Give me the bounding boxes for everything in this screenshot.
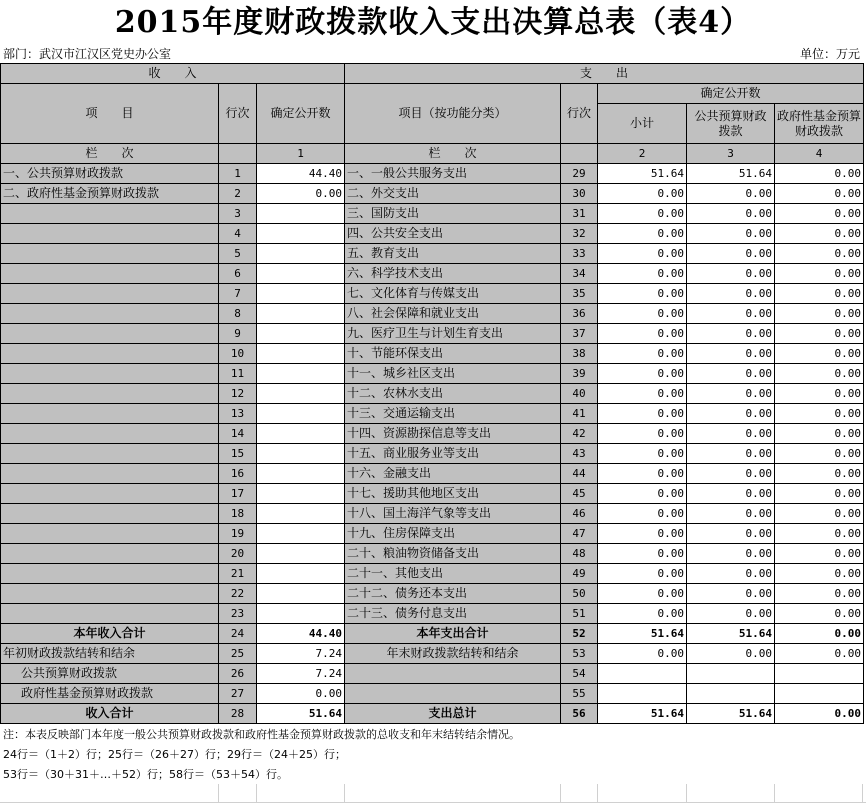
income-value bbox=[257, 244, 345, 264]
col-number-2: 2 bbox=[598, 144, 687, 164]
expense-row-no: 48 bbox=[561, 544, 598, 564]
summary-row bbox=[1, 704, 864, 724]
expense-subtotal: 0.00 bbox=[598, 604, 687, 624]
income-row-no: 4 bbox=[219, 224, 257, 244]
expense-public-budget: 0.00 bbox=[687, 364, 775, 384]
income-value bbox=[257, 484, 345, 504]
income-value bbox=[257, 424, 345, 444]
expense-public-budget: 0.00 bbox=[687, 304, 775, 324]
expense-summary-item: 支出总计 bbox=[345, 704, 561, 724]
empty-cell bbox=[219, 144, 257, 164]
expense-item: 十二、农林水支出 bbox=[345, 384, 561, 404]
income-item bbox=[1, 344, 219, 364]
expense-gov-fund: 0.00 bbox=[775, 484, 864, 504]
table-row bbox=[1, 264, 864, 284]
expense-row-no: 46 bbox=[561, 504, 598, 524]
expense-public-budget: 0.00 bbox=[687, 384, 775, 404]
income-row-no: 15 bbox=[219, 444, 257, 464]
expense-row-no: 35 bbox=[561, 284, 598, 304]
expense-subtotal: 0.00 bbox=[598, 424, 687, 444]
sheet-gridlines bbox=[0, 784, 866, 803]
expense-gov-fund: 0.00 bbox=[775, 384, 864, 404]
income-item bbox=[1, 204, 219, 224]
expense-public-budget: 0.00 bbox=[687, 244, 775, 264]
expense-gov-fund: 0.00 bbox=[775, 244, 864, 264]
expense-row-no: 29 bbox=[561, 164, 598, 184]
income-item: 二、政府性基金预算财政拨款 bbox=[1, 184, 219, 204]
expense-subtotal: 0.00 bbox=[598, 444, 687, 464]
expense-item: 四、公共安全支出 bbox=[345, 224, 561, 244]
expense-subtotal: 0.00 bbox=[598, 244, 687, 264]
income-item bbox=[1, 224, 219, 244]
income-value bbox=[257, 364, 345, 384]
table-row bbox=[1, 244, 864, 264]
note-line: 24行＝（1＋2）行；25行＝（26＋27）行；29行＝（24＋25）行； bbox=[3, 748, 346, 761]
expense-subtotal: 0.00 bbox=[598, 264, 687, 284]
income-item bbox=[1, 364, 219, 384]
expense-item: 三、国防支出 bbox=[345, 204, 561, 224]
expense-public-budget: 0.00 bbox=[687, 564, 775, 584]
income-value bbox=[257, 284, 345, 304]
income-value bbox=[257, 384, 345, 404]
income-item bbox=[1, 304, 219, 324]
expense-confirmed-header: 确定公开数 bbox=[598, 84, 864, 104]
expense-row-no: 55 bbox=[561, 684, 598, 704]
expense-public-budget: 0.00 bbox=[687, 424, 775, 444]
table-row bbox=[1, 164, 864, 184]
table-row bbox=[1, 424, 864, 444]
expense-row-no: 40 bbox=[561, 384, 598, 404]
expense-row-no: 50 bbox=[561, 584, 598, 604]
expense-item: 十九、住房保障支出 bbox=[345, 524, 561, 544]
income-value bbox=[257, 524, 345, 544]
income-row-no: 5 bbox=[219, 244, 257, 264]
expense-gov-fund: 0.00 bbox=[775, 324, 864, 344]
income-value: 7.24 bbox=[257, 664, 345, 684]
income-summary-item: 本年收入合计 bbox=[1, 624, 219, 644]
income-value bbox=[257, 324, 345, 344]
income-item bbox=[1, 324, 219, 344]
expense-public-budget bbox=[687, 664, 775, 684]
income-item bbox=[1, 284, 219, 304]
expense-item: 一、一般公共服务支出 bbox=[345, 164, 561, 184]
income-row-no: 19 bbox=[219, 524, 257, 544]
expense-public-budget: 0.00 bbox=[687, 344, 775, 364]
expense-item: 二十三、债务付息支出 bbox=[345, 604, 561, 624]
expense-gov-fund: 0.00 bbox=[775, 164, 864, 184]
expense-gov-fund: 0.00 bbox=[775, 344, 864, 364]
income-summary-item: 政府性基金预算财政拨款 bbox=[1, 684, 219, 704]
income-row-no: 26 bbox=[219, 664, 257, 684]
expense-gov-fund: 0.00 bbox=[775, 524, 864, 544]
income-value bbox=[257, 564, 345, 584]
expense-item: 十五、商业服务业等支出 bbox=[345, 444, 561, 464]
expense-row-no: 32 bbox=[561, 224, 598, 244]
income-item: 一、公共预算财政拨款 bbox=[1, 164, 219, 184]
gov-fund-header: 政府性基金预算财政拨款 bbox=[775, 104, 864, 144]
expense-public-budget: 0.00 bbox=[687, 524, 775, 544]
income-section-header: 收 入 bbox=[1, 64, 345, 84]
table-row bbox=[1, 604, 864, 624]
summary-row bbox=[1, 644, 864, 664]
expense-row-no: 47 bbox=[561, 524, 598, 544]
expense-subtotal: 0.00 bbox=[598, 284, 687, 304]
income-value bbox=[257, 504, 345, 524]
expense-gov-fund: 0.00 bbox=[775, 204, 864, 224]
expense-row-no-header: 行次 bbox=[561, 84, 598, 144]
expense-gov-fund: 0.00 bbox=[775, 224, 864, 244]
income-row-no: 3 bbox=[219, 204, 257, 224]
income-row-no: 14 bbox=[219, 424, 257, 444]
public-budget-header: 公共预算财政拨款 bbox=[687, 104, 775, 144]
expense-row-no: 44 bbox=[561, 464, 598, 484]
expense-row-no: 36 bbox=[561, 304, 598, 324]
income-item bbox=[1, 444, 219, 464]
expense-public-budget: 0.00 bbox=[687, 504, 775, 524]
expense-row-no: 54 bbox=[561, 664, 598, 684]
expense-summary-item: 年末财政拨款结转和结余 bbox=[345, 644, 561, 664]
expense-gov-fund: 0.00 bbox=[775, 184, 864, 204]
income-item bbox=[1, 244, 219, 264]
expense-row-no: 41 bbox=[561, 404, 598, 424]
report-title: 2015年度财政拨款收入支出决算总表（表4） bbox=[114, 5, 752, 40]
income-item bbox=[1, 464, 219, 484]
expense-subtotal bbox=[598, 664, 687, 684]
expense-public-budget: 0.00 bbox=[687, 464, 775, 484]
expense-row-no: 31 bbox=[561, 204, 598, 224]
income-item bbox=[1, 264, 219, 284]
expense-subtotal: 0.00 bbox=[598, 224, 687, 244]
income-row-no: 24 bbox=[219, 624, 257, 644]
expense-subtotal: 0.00 bbox=[598, 364, 687, 384]
expense-subtotal: 0.00 bbox=[598, 384, 687, 404]
table-row bbox=[1, 184, 864, 204]
expense-item: 七、文化体育与传媒支出 bbox=[345, 284, 561, 304]
income-value bbox=[257, 444, 345, 464]
expense-row-no: 43 bbox=[561, 444, 598, 464]
expense-public-budget: 0.00 bbox=[687, 184, 775, 204]
note-line: 注：本表反映部门本年度一般公共预算财政拨款和政府性基金预算财政拨款的总收支和年末结转结余情况。 bbox=[3, 728, 520, 741]
income-value bbox=[257, 584, 345, 604]
income-row-no: 25 bbox=[219, 644, 257, 664]
expense-gov-fund: 0.00 bbox=[775, 604, 864, 624]
expense-row-no: 52 bbox=[561, 624, 598, 644]
expense-item: 二、外交支出 bbox=[345, 184, 561, 204]
expense-subtotal: 51.64 bbox=[598, 624, 687, 644]
expense-item: 八、社会保障和就业支出 bbox=[345, 304, 561, 324]
income-row-no: 9 bbox=[219, 324, 257, 344]
expense-row-no: 37 bbox=[561, 324, 598, 344]
expense-subtotal: 0.00 bbox=[598, 524, 687, 544]
income-item bbox=[1, 544, 219, 564]
expense-summary-item bbox=[345, 664, 561, 684]
expense-row-no: 39 bbox=[561, 364, 598, 384]
income-row-no: 12 bbox=[219, 384, 257, 404]
expense-gov-fund: 0.00 bbox=[775, 544, 864, 564]
summary-row bbox=[1, 684, 864, 704]
income-column-label: 栏 次 bbox=[1, 144, 219, 164]
table-row bbox=[1, 364, 864, 384]
income-row-no: 20 bbox=[219, 544, 257, 564]
expense-gov-fund: 0.00 bbox=[775, 504, 864, 524]
expense-subtotal: 51.64 bbox=[598, 164, 687, 184]
income-value: 7.24 bbox=[257, 644, 345, 664]
expense-gov-fund bbox=[775, 664, 864, 684]
income-value: 0.00 bbox=[257, 184, 345, 204]
income-row-no: 27 bbox=[219, 684, 257, 704]
expense-gov-fund: 0.00 bbox=[775, 584, 864, 604]
budget-summary-table bbox=[0, 63, 864, 724]
income-item bbox=[1, 604, 219, 624]
unit-label: 单位：万元 bbox=[799, 47, 860, 61]
income-row-no: 22 bbox=[219, 584, 257, 604]
col-number-4: 4 bbox=[775, 144, 864, 164]
income-value bbox=[257, 544, 345, 564]
income-value: 0.00 bbox=[257, 684, 345, 704]
expense-row-no: 45 bbox=[561, 484, 598, 504]
expense-row-no: 38 bbox=[561, 344, 598, 364]
expense-subtotal: 0.00 bbox=[598, 304, 687, 324]
expense-summary-item: 本年支出合计 bbox=[345, 624, 561, 644]
expense-gov-fund: 0.00 bbox=[775, 644, 864, 664]
expense-public-budget: 51.64 bbox=[687, 624, 775, 644]
income-row-no: 16 bbox=[219, 464, 257, 484]
expense-gov-fund: 0.00 bbox=[775, 364, 864, 384]
income-item bbox=[1, 504, 219, 524]
income-row-no: 6 bbox=[219, 264, 257, 284]
summary-row bbox=[1, 664, 864, 684]
income-item bbox=[1, 584, 219, 604]
department-label: 部门：武汉市江汉区党史办公室 bbox=[3, 47, 172, 61]
table-row bbox=[1, 284, 864, 304]
table-row bbox=[1, 384, 864, 404]
expense-row-no: 42 bbox=[561, 424, 598, 444]
empty-cell bbox=[561, 144, 598, 164]
expense-public-budget bbox=[687, 684, 775, 704]
expense-gov-fund: 0.00 bbox=[775, 704, 864, 724]
expense-subtotal: 0.00 bbox=[598, 564, 687, 584]
expense-item: 十三、交通运输支出 bbox=[345, 404, 561, 424]
table-row bbox=[1, 584, 864, 604]
expense-row-no: 33 bbox=[561, 244, 598, 264]
income-summary-item: 年初财政拨款结转和结余 bbox=[1, 644, 219, 664]
expense-public-budget: 0.00 bbox=[687, 544, 775, 564]
income-row-no: 10 bbox=[219, 344, 257, 364]
expense-gov-fund: 0.00 bbox=[775, 284, 864, 304]
expense-gov-fund: 0.00 bbox=[775, 444, 864, 464]
expense-public-budget: 0.00 bbox=[687, 264, 775, 284]
income-row-no: 1 bbox=[219, 164, 257, 184]
income-summary-item: 收入合计 bbox=[1, 704, 219, 724]
expense-row-no: 34 bbox=[561, 264, 598, 284]
expense-row-no: 56 bbox=[561, 704, 598, 724]
expense-public-budget: 0.00 bbox=[687, 444, 775, 464]
col-number-3: 3 bbox=[687, 144, 775, 164]
expense-gov-fund: 0.00 bbox=[775, 404, 864, 424]
expense-item: 二十一、其他支出 bbox=[345, 564, 561, 584]
expense-subtotal: 0.00 bbox=[598, 544, 687, 564]
expense-gov-fund: 0.00 bbox=[775, 304, 864, 324]
expense-subtotal: 0.00 bbox=[598, 504, 687, 524]
expense-public-budget: 0.00 bbox=[687, 284, 775, 304]
expense-item: 十一、城乡社区支出 bbox=[345, 364, 561, 384]
expense-summary-item bbox=[345, 684, 561, 704]
expense-item: 十四、资源勘探信息等支出 bbox=[345, 424, 561, 444]
expense-public-budget: 0.00 bbox=[687, 404, 775, 424]
income-confirmed-header: 确定公开数 bbox=[257, 84, 345, 144]
expense-subtotal: 0.00 bbox=[598, 204, 687, 224]
expense-item: 五、教育支出 bbox=[345, 244, 561, 264]
table-row bbox=[1, 224, 864, 244]
expense-subtotal: 51.64 bbox=[598, 704, 687, 724]
income-value bbox=[257, 204, 345, 224]
income-item bbox=[1, 424, 219, 444]
table-row bbox=[1, 564, 864, 584]
table-row bbox=[1, 204, 864, 224]
expense-item: 九、医疗卫生与计划生育支出 bbox=[345, 324, 561, 344]
expense-section-header: 支 出 bbox=[345, 64, 864, 84]
income-row-no: 11 bbox=[219, 364, 257, 384]
expense-item-header: 项目（按功能分类） bbox=[345, 84, 561, 144]
income-item bbox=[1, 524, 219, 544]
expense-column-label: 栏 次 bbox=[345, 144, 561, 164]
income-row-no: 18 bbox=[219, 504, 257, 524]
income-row-no: 17 bbox=[219, 484, 257, 504]
expense-subtotal: 0.00 bbox=[598, 464, 687, 484]
notes-section bbox=[3, 725, 520, 785]
col-number-1: 1 bbox=[257, 144, 345, 164]
expense-item: 十八、国土海洋气象等支出 bbox=[345, 504, 561, 524]
table-row bbox=[1, 324, 864, 344]
income-summary-item: 公共预算财政拨款 bbox=[1, 664, 219, 684]
income-item bbox=[1, 484, 219, 504]
expense-gov-fund: 0.00 bbox=[775, 624, 864, 644]
expense-subtotal: 0.00 bbox=[598, 484, 687, 504]
table-row bbox=[1, 504, 864, 524]
table-row bbox=[1, 444, 864, 464]
income-item bbox=[1, 384, 219, 404]
income-row-no: 21 bbox=[219, 564, 257, 584]
expense-row-no: 30 bbox=[561, 184, 598, 204]
expense-public-budget: 0.00 bbox=[687, 584, 775, 604]
expense-item: 十六、金融支出 bbox=[345, 464, 561, 484]
income-value bbox=[257, 224, 345, 244]
expense-public-budget: 0.00 bbox=[687, 644, 775, 664]
income-item-header: 项 目 bbox=[1, 84, 219, 144]
expense-public-budget: 0.00 bbox=[687, 484, 775, 504]
expense-item: 二十、粮油物资储备支出 bbox=[345, 544, 561, 564]
table-row bbox=[1, 344, 864, 364]
income-item bbox=[1, 404, 219, 424]
expense-item: 十、节能环保支出 bbox=[345, 344, 561, 364]
expense-gov-fund bbox=[775, 684, 864, 704]
income-value bbox=[257, 404, 345, 424]
expense-subtotal: 0.00 bbox=[598, 344, 687, 364]
expense-subtotal: 0.00 bbox=[598, 324, 687, 344]
subtotal-header: 小计 bbox=[598, 104, 687, 144]
table-row bbox=[1, 524, 864, 544]
income-row-no-header: 行次 bbox=[219, 84, 257, 144]
expense-gov-fund: 0.00 bbox=[775, 564, 864, 584]
expense-gov-fund: 0.00 bbox=[775, 424, 864, 444]
expense-gov-fund: 0.00 bbox=[775, 464, 864, 484]
expense-subtotal: 0.00 bbox=[598, 184, 687, 204]
expense-public-budget: 0.00 bbox=[687, 324, 775, 344]
expense-subtotal: 0.00 bbox=[598, 584, 687, 604]
expense-public-budget: 0.00 bbox=[687, 604, 775, 624]
expense-item: 二十二、债务还本支出 bbox=[345, 584, 561, 604]
income-value bbox=[257, 344, 345, 364]
expense-public-budget: 0.00 bbox=[687, 204, 775, 224]
table-row bbox=[1, 544, 864, 564]
table-row bbox=[1, 484, 864, 504]
income-value: 51.64 bbox=[257, 704, 345, 724]
expense-row-no: 49 bbox=[561, 564, 598, 584]
income-item bbox=[1, 564, 219, 584]
income-value: 44.40 bbox=[257, 624, 345, 644]
income-row-no: 8 bbox=[219, 304, 257, 324]
table-row bbox=[1, 464, 864, 484]
income-value bbox=[257, 464, 345, 484]
income-value bbox=[257, 264, 345, 284]
expense-gov-fund: 0.00 bbox=[775, 264, 864, 284]
income-row-no: 13 bbox=[219, 404, 257, 424]
expense-item: 六、科学技术支出 bbox=[345, 264, 561, 284]
expense-row-no: 51 bbox=[561, 604, 598, 624]
income-row-no: 28 bbox=[219, 704, 257, 724]
note-line: 53行＝（30＋31＋…＋52）行；58行＝（53＋54）行。 bbox=[3, 768, 288, 781]
income-row-no: 2 bbox=[219, 184, 257, 204]
income-value bbox=[257, 304, 345, 324]
income-value: 44.40 bbox=[257, 164, 345, 184]
expense-public-budget: 51.64 bbox=[687, 164, 775, 184]
expense-subtotal: 0.00 bbox=[598, 644, 687, 664]
expense-public-budget: 51.64 bbox=[687, 704, 775, 724]
income-value bbox=[257, 604, 345, 624]
expense-subtotal: 0.00 bbox=[598, 404, 687, 424]
income-row-no: 7 bbox=[219, 284, 257, 304]
expense-subtotal bbox=[598, 684, 687, 704]
expense-item: 十七、援助其他地区支出 bbox=[345, 484, 561, 504]
expense-row-no: 53 bbox=[561, 644, 598, 664]
table-row bbox=[1, 404, 864, 424]
expense-public-budget: 0.00 bbox=[687, 224, 775, 244]
income-row-no: 23 bbox=[219, 604, 257, 624]
summary-row bbox=[1, 624, 864, 644]
table-row bbox=[1, 304, 864, 324]
